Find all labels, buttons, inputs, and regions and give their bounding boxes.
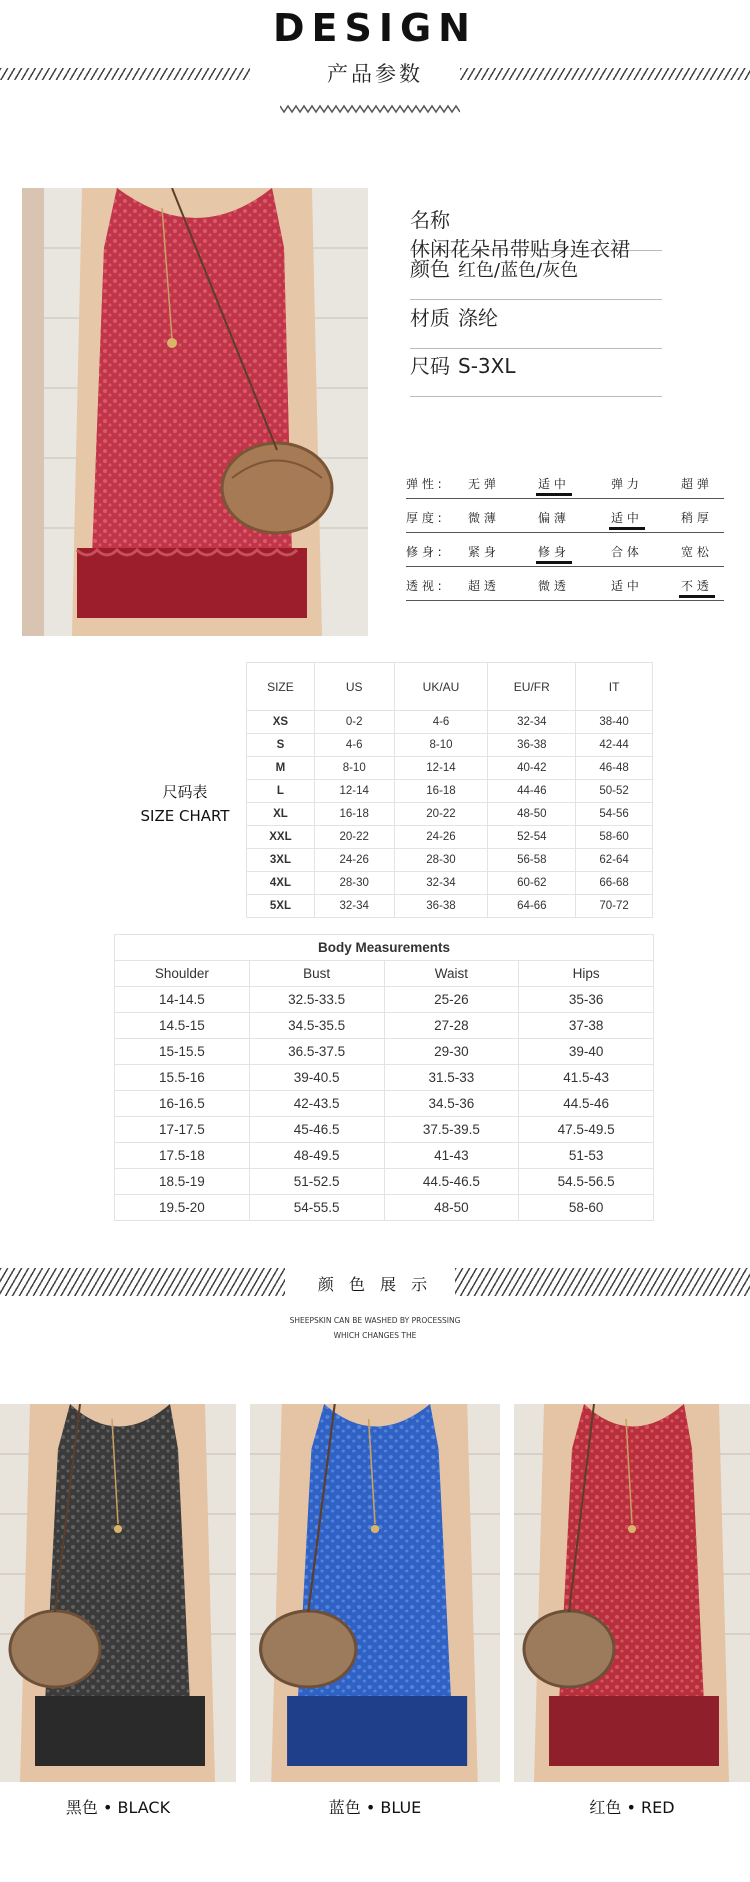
body-table-cell: 17.5-18: [115, 1143, 250, 1169]
size-table-cell: 60-62: [488, 872, 576, 895]
size-table-row: [247, 872, 653, 895]
color-variant-photo-blue: [250, 1404, 500, 1782]
size-table-row: [247, 711, 653, 734]
body-table-cell: 54.5-56.5: [519, 1169, 654, 1195]
size-table-cell: 4-6: [394, 711, 488, 734]
size-table-cell: 32-34: [314, 895, 394, 918]
body-table-header: Waist: [384, 961, 519, 987]
size-table-cell: 38-40: [576, 711, 653, 734]
size-table-row: [247, 803, 653, 826]
body-table-cell: 44.5-46.5: [384, 1169, 519, 1195]
body-table-cell: 15-15.5: [115, 1039, 250, 1065]
size-table-cell: 56-58: [488, 849, 576, 872]
body-table-row: [115, 1195, 654, 1221]
size-chart-label-cn: 尺码表: [162, 783, 208, 801]
body-table-header: Shoulder: [115, 961, 250, 987]
size-table-cell: 12-14: [314, 780, 394, 803]
size-table-row: [247, 734, 653, 757]
size-chart-label-en: SIZE CHART: [140, 807, 230, 825]
feature-label: 弹 性 :: [406, 477, 442, 491]
feature-option: 适 中: [538, 477, 566, 491]
size-table: [246, 662, 653, 918]
spec-size-key: 尺码: [410, 354, 450, 378]
color-note-line2: WHICH CHANGES THE: [333, 1331, 417, 1340]
size-table-cell: XXL: [247, 826, 315, 849]
feature-option: 不 透: [681, 579, 709, 593]
size-table-row: [247, 757, 653, 780]
size-table-header: US: [314, 663, 394, 711]
size-table-cell: 62-64: [576, 849, 653, 872]
size-table-cell: XL: [247, 803, 315, 826]
body-table-row: [115, 1169, 654, 1195]
size-table-header: SIZE: [247, 663, 315, 711]
size-table-cell: 12-14: [394, 757, 488, 780]
body-table-header: Hips: [519, 961, 654, 987]
spec-material-row: [410, 302, 662, 349]
size-table-cell: 32-34: [394, 872, 488, 895]
color-section-title: 颜 色 展 示: [317, 1275, 433, 1294]
spec-name-key: 名称: [410, 208, 450, 232]
size-table-cell: 4-6: [314, 734, 394, 757]
size-table-cell: 28-30: [314, 872, 394, 895]
spec-size-value: S-3XL: [458, 354, 516, 378]
size-table-cell: 28-30: [394, 849, 488, 872]
body-table-cell: 34.5-36: [384, 1091, 519, 1117]
feature-option: 微 透: [538, 579, 566, 593]
feature-option: 修 身: [538, 545, 566, 559]
hatch-divider-left: [0, 68, 250, 80]
feature-option: 微 薄: [468, 511, 496, 525]
size-table-row: [247, 895, 653, 918]
size-table-cell: 20-22: [394, 803, 488, 826]
body-table-cell: 39-40.5: [249, 1065, 384, 1091]
feature-option: 弹 力: [611, 477, 639, 491]
size-table-cell: 36-38: [488, 734, 576, 757]
body-table-cell: 41-43: [384, 1143, 519, 1169]
spec-name-value: 休闲花朵吊带贴身连衣裙: [410, 237, 630, 261]
size-table-header: EU/FR: [488, 663, 576, 711]
body-table-cell: 36.5-37.5: [249, 1039, 384, 1065]
body-table-cell: 19.5-20: [115, 1195, 250, 1221]
color-note-line1: SHEEPSKIN CAN BE WASHED BY PROCESSING: [289, 1316, 461, 1325]
body-table-row: [115, 1039, 654, 1065]
size-table-cell: S: [247, 734, 315, 757]
body-table-cell: 42-43.5: [249, 1091, 384, 1117]
body-table-cell: 48-49.5: [249, 1143, 384, 1169]
body-table-cell: 51-53: [519, 1143, 654, 1169]
hatch-divider-right: [460, 68, 750, 80]
spec-name-row: [410, 204, 662, 261]
body-table-cell: 39-40: [519, 1039, 654, 1065]
size-table-cell: 48-50: [488, 803, 576, 826]
feature-option: 超 弹: [681, 477, 709, 491]
feature-row: [406, 534, 724, 567]
design-title: DESIGN: [272, 6, 477, 50]
zigzag-divider: [280, 104, 460, 114]
size-table-cell: 50-52: [576, 780, 653, 803]
feature-selected-marker: [536, 493, 572, 496]
spec-color-row: [410, 253, 662, 300]
feature-label: 修 身 :: [406, 545, 442, 559]
spec-material-key: 材质: [410, 306, 450, 330]
body-table-cell: 32.5-33.5: [249, 987, 384, 1013]
body-table-cell: 58-60: [519, 1195, 654, 1221]
feature-option: 无 弹: [468, 477, 496, 491]
size-table-row: [247, 849, 653, 872]
body-table-cell: 25-26: [384, 987, 519, 1013]
body-measurements-title: Body Measurements: [115, 935, 654, 961]
body-table-cell: 44.5-46: [519, 1091, 654, 1117]
size-table-header: IT: [576, 663, 653, 711]
body-table-row: [115, 1013, 654, 1039]
feature-row: [406, 500, 724, 533]
body-table-row: [115, 1065, 654, 1091]
size-table-cell: 40-42: [488, 757, 576, 780]
size-table-cell: 44-46: [488, 780, 576, 803]
size-table-row: [247, 826, 653, 849]
feature-option: 紧 身: [468, 545, 496, 559]
spec-color-key: 颜色: [410, 257, 450, 281]
size-table-cell: 0-2: [314, 711, 394, 734]
feature-option: 宽 松: [681, 545, 709, 559]
body-table-cell: 18.5-19: [115, 1169, 250, 1195]
spec-size-row: [410, 350, 662, 397]
size-table-cell: 16-18: [314, 803, 394, 826]
size-table-cell: 36-38: [394, 895, 488, 918]
color-variant-photo-black: [0, 1404, 236, 1782]
body-table-cell: 37.5-39.5: [384, 1117, 519, 1143]
size-table-cell: 46-48: [576, 757, 653, 780]
size-table-cell: 24-26: [394, 826, 488, 849]
body-table-cell: 15.5-16: [115, 1065, 250, 1091]
body-table-row: [115, 987, 654, 1013]
body-table-cell: 41.5-43: [519, 1065, 654, 1091]
body-table-cell: 37-38: [519, 1013, 654, 1039]
color-variant-photo-red: [514, 1404, 750, 1782]
body-table-cell: 27-28: [384, 1013, 519, 1039]
size-table-cell: 66-68: [576, 872, 653, 895]
size-table-cell: 24-26: [314, 849, 394, 872]
size-table-cell: L: [247, 780, 315, 803]
body-table-row: [115, 1091, 654, 1117]
feature-label: 厚 度 :: [406, 511, 442, 525]
spec-material-value: 涤纶: [458, 306, 498, 330]
body-table-header: Bust: [249, 961, 384, 987]
size-table-cell: 64-66: [488, 895, 576, 918]
body-table-cell: 16-16.5: [115, 1091, 250, 1117]
size-table-cell: 5XL: [247, 895, 315, 918]
feature-row: [406, 466, 724, 499]
size-table-cell: M: [247, 757, 315, 780]
size-table-cell: 32-34: [488, 711, 576, 734]
size-table-row: [247, 780, 653, 803]
body-table-cell: 47.5-49.5: [519, 1117, 654, 1143]
body-table-row: [115, 1143, 654, 1169]
body-table-cell: 51-52.5: [249, 1169, 384, 1195]
color-variant-caption-blue: 蓝色 • BLUE: [328, 1798, 422, 1817]
feature-option: 稍 厚: [681, 511, 709, 525]
body-table-cell: 48-50: [384, 1195, 519, 1221]
size-table-cell: 52-54: [488, 826, 576, 849]
body-table-cell: 31.5-33: [384, 1065, 519, 1091]
feature-label: 透 视 :: [406, 579, 442, 593]
feature-selected-marker: [536, 561, 572, 564]
size-table-cell: 8-10: [394, 734, 488, 757]
feature-option: 合 体: [611, 545, 639, 559]
size-table-cell: 16-18: [394, 780, 488, 803]
body-table-cell: 54-55.5: [249, 1195, 384, 1221]
feature-option: 超 透: [468, 579, 496, 593]
size-table-cell: 4XL: [247, 872, 315, 895]
size-table-cell: 8-10: [314, 757, 394, 780]
body-table-row: [115, 1117, 654, 1143]
size-table-cell: 20-22: [314, 826, 394, 849]
color-variant-caption-black: 黑色 • BLACK: [65, 1798, 171, 1817]
body-table-cell: 14-14.5: [115, 987, 250, 1013]
feature-option: 适 中: [611, 579, 639, 593]
feature-selected-marker: [679, 595, 715, 598]
body-table-cell: 17-17.5: [115, 1117, 250, 1143]
feature-option: 适 中: [611, 511, 639, 525]
size-table-cell: 54-56: [576, 803, 653, 826]
body-measurements-table: [114, 934, 654, 1221]
body-table-cell: 45-46.5: [249, 1117, 384, 1143]
feature-row: [406, 568, 724, 601]
body-table-cell: 29-30: [384, 1039, 519, 1065]
spec-color-value: 红色/蓝色/灰色: [458, 260, 579, 281]
size-table-cell: 3XL: [247, 849, 315, 872]
body-table-cell: 35-36: [519, 987, 654, 1013]
body-table-cell: 34.5-35.5: [249, 1013, 384, 1039]
size-table-cell: 58-60: [576, 826, 653, 849]
main-product-photo: [22, 188, 368, 636]
feature-option: 偏 薄: [538, 511, 566, 525]
body-table-cell: 14.5-15: [115, 1013, 250, 1039]
color-variant-caption-red: 红色 • RED: [589, 1798, 675, 1817]
size-chart-label: [130, 780, 240, 828]
feature-selected-marker: [609, 527, 645, 530]
size-table-cell: 70-72: [576, 895, 653, 918]
size-table-cell: 42-44: [576, 734, 653, 757]
design-subtitle: 产品参数: [327, 62, 423, 86]
size-table-header: UK/AU: [394, 663, 488, 711]
size-table-cell: XS: [247, 711, 315, 734]
